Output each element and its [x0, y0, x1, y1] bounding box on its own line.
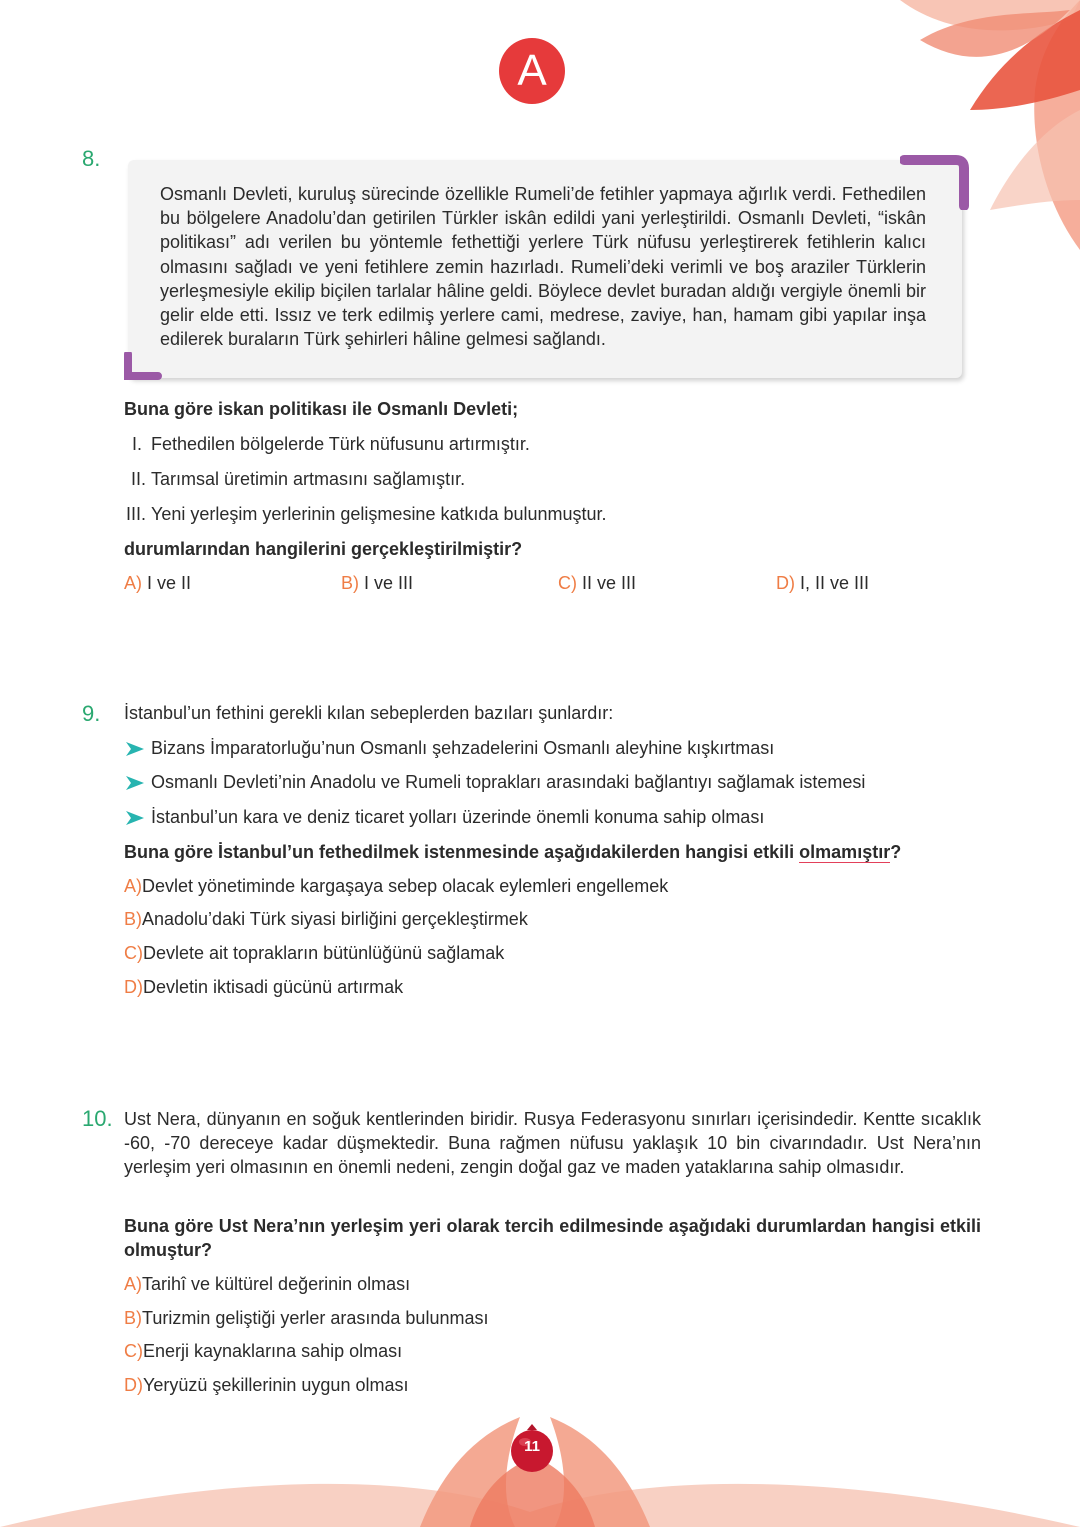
q9-bullet-3: İstanbul’un kara ve deniz ticaret yolları üzerinde önemli konuma sahip olması: [151, 807, 765, 827]
option-letter: A): [124, 1274, 142, 1294]
arrow-bullet-icon: [124, 809, 146, 827]
option-text: I ve II: [147, 573, 192, 593]
page-number: 11: [524, 1438, 540, 1455]
option-letter: C): [124, 943, 143, 963]
q9-option-a[interactable]: [124, 876, 668, 897]
option-text: I, II ve III: [800, 573, 870, 593]
option-text: Devlet yönetiminde kargaşaya sebep olacak eylemleri engellemek: [142, 876, 669, 896]
option-letter: A): [124, 876, 142, 896]
option-text: II ve III: [582, 573, 637, 593]
q8-statement-1: Fethedilen bölgelerde Türk nüfusunu artırmıştır.: [151, 434, 530, 454]
option-letter: C): [124, 1341, 143, 1361]
option-letter: A): [124, 573, 142, 593]
option-text: Devletin iktisadi gücünü artırmak: [143, 977, 404, 997]
q10-question: Buna göre Ust Nera’nın yerleşim yeri olarak tercih edilmesinde aşağıdaki durumlardan hangisi etkili olmuştur?: [124, 1216, 981, 1261]
q10-option-d[interactable]: [124, 1375, 408, 1396]
q10-option-b[interactable]: [124, 1308, 488, 1329]
question-8-number: 8.: [82, 146, 101, 171]
arrow-bullet-icon: [124, 740, 146, 758]
q8-statement-2-roman: II.: [130, 469, 146, 489]
option-text: Enerji kaynaklarına sahip olması: [143, 1341, 403, 1361]
q8-option-b[interactable]: [341, 573, 413, 594]
q9-question: [124, 842, 901, 863]
q8-statement-1-roman: I.: [131, 434, 142, 454]
booklet-letter-badge: A: [499, 38, 565, 104]
q9-option-b[interactable]: [124, 909, 528, 930]
question-10-number: 10.: [82, 1106, 113, 1131]
q8-option-c[interactable]: [558, 573, 636, 594]
q8-option-d[interactable]: [776, 573, 869, 594]
option-text: Anadolu’daki Türk siyasi birliğini gerçekleştirmek: [142, 909, 528, 929]
q8-stem: Buna göre iskan politikası ile Osmanlı Devleti;: [124, 399, 519, 419]
option-letter: B): [124, 909, 142, 929]
q9-intro: İstanbul’un fethini gerekli kılan sebeplerden bazıları şunlardır:: [124, 703, 614, 723]
frame-corner-bottom-left: [122, 352, 162, 384]
q8-passage: Osmanlı Devleti, kuruluş sürecinde özellikle Rumeli’de fetihler yapmaya ağırlık verdi. Fethedilen bu bölgelere Anadolu’dan getirilen Türkler iskân edildi yani yerleştirildi. Osmanlı Devleti, “iskân politikası” adı verilen bu yöntemle fethettiği yerlere Türk nüfusu yerleştirerek fetihlerin kalıcı olmasını sağladı ve yeni fetihlere zemin hazırladı. Rumeli’deki verimli ve boş araziler Türklerin yerleşmesiyle ekilip biçilen tarlalar hâline geldi. Böylece devlet buradan aldığı vergiyle önemli bir gelir elde etti. Issız ve terk edilmiş yerlere cami, medrese, zaviye, han, hamam gibi yapılar inşa edilerek buraların Türk şehirleri hâline gelmesi sağlandı.: [160, 184, 926, 350]
frame-corner-top-right: [900, 154, 970, 210]
q9-option-d[interactable]: [124, 977, 403, 998]
q8-question: durumlarından hangilerini gerçekleştirilmiştir?: [124, 539, 523, 559]
option-text: I ve III: [364, 573, 414, 593]
q10-option-c[interactable]: [124, 1341, 402, 1362]
option-letter: C): [558, 573, 577, 593]
q9-bullet-2: Osmanlı Devleti’nin Anadolu ve Rumeli toprakları arasındaki bağlantıyı sağlamak istemesi: [151, 772, 866, 792]
q8-statement-2: Tarımsal üretimin artmasını sağlamıştır.: [151, 469, 466, 489]
q9-bullet-1: Bizans İmparatorluğu’nun Osmanlı şehzadelerini Osmanlı aleyhine kışkırtması: [151, 738, 775, 758]
option-letter: D): [776, 573, 795, 593]
option-text: Turizmin geliştiği yerler arasında bulunması: [142, 1308, 489, 1328]
q8-statement-3: Yeni yerleşim yerlerinin gelişmesine katkıda bulunmuştur.: [151, 504, 607, 524]
option-letter: B): [341, 573, 359, 593]
q9-option-c[interactable]: [124, 943, 504, 964]
option-text: Tarihî ve kültürel değerinin olması: [142, 1274, 411, 1294]
option-letter: D): [124, 1375, 143, 1395]
arrow-bullet-icon: [124, 774, 146, 792]
q8-passage-box: [128, 160, 962, 378]
q8-statement-3-roman: III.: [125, 504, 146, 524]
option-letter: B): [124, 1308, 142, 1328]
q9-question-emphasis: olmamıştır: [799, 842, 891, 862]
q10-passage: Ust Nera, dünyanın en soğuk kentlerinden biridir. Rusya Federasyonu sınırları içerisindedir. Kentte sıcaklık -60, -70 dereceye kadar düşmektedir. Buna rağmen nüfusu yaklaşık 10 bin civarındadır. Ust Nera’nın yerleşim yeri olmasının en önemli nedeni, zengin doğal gaz ve maden yataklarına sahip olmasıdır.: [124, 1109, 981, 1178]
q9-question-main: Buna göre İstanbul’un fethedilmek istenmesinde aşağıdakilerden hangisi etkili: [124, 842, 800, 862]
option-text: Devlete ait toprakların bütünlüğünü sağlamak: [143, 943, 505, 963]
q10-option-a[interactable]: [124, 1274, 410, 1295]
option-text: Yeryüzü şekillerinin uygun olması: [143, 1375, 409, 1395]
q9-question-end: ?: [890, 842, 902, 862]
question-9-number: 9.: [82, 701, 101, 726]
q8-option-a[interactable]: [124, 573, 191, 594]
option-letter: D): [124, 977, 143, 997]
